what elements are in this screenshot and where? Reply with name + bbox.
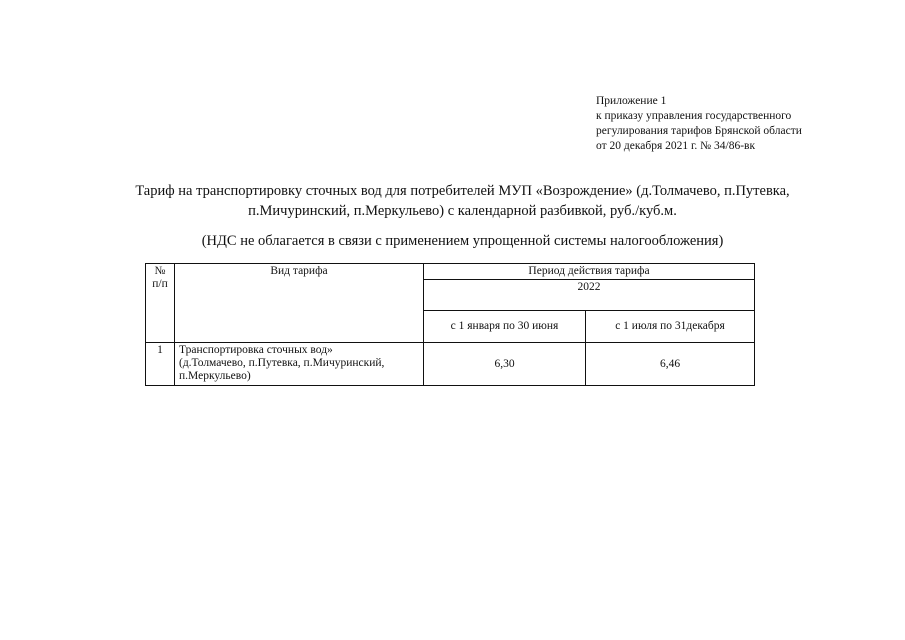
appendix-line: от 20 декабря 2021 г. № 34/86-вк [596,140,756,152]
row-tariff-type [175,343,424,386]
row-value-period-2: 6,46 [586,343,755,386]
appendix-line: к приказу управления государственного [596,110,792,122]
row-num: 1 [146,343,175,386]
year-header: 2022 [424,280,755,311]
table-row [146,343,755,386]
row-value-period-1: 6,30 [424,343,586,386]
period-1-header: с 1 января по 30 июня [424,311,586,343]
num-header-line-1: № [154,265,166,277]
row-tariff-type-line: п.Меркульево) [179,370,251,382]
appendix-line: Приложение 1 [596,95,667,107]
row-tariff-type-line: Транспортировка сточных вод» [179,344,333,356]
tariff-type-header: Вид тарифа [175,264,424,343]
title-line-1: Тариф на транспортировку сточных вод для потребителей МУП «Возрождение» (д.Толмачево, п.Путевка, [135,183,790,199]
appendix-header [596,94,802,154]
document-title [60,181,865,221]
row-tariff-type-line: (д.Толмачево, п.Путевка, п.Мичуринский, [179,357,385,369]
vat-note: (НДС не облагается в связи с применением упрощенной системы налогообложения) [201,233,724,249]
appendix-line: регулирования тарифов Брянской области [596,125,802,137]
num-header-line-2: п/п [152,278,168,290]
tariff-table [145,263,755,386]
num-header [146,264,175,343]
period-header: Период действия тарифа [424,264,755,280]
period-2-header: с 1 июля по 31декабря [586,311,755,343]
title-line-2: п.Мичуринский, п.Меркульево) с календарной разбивкой, руб./куб.м. [248,203,677,219]
header-row [146,264,755,280]
